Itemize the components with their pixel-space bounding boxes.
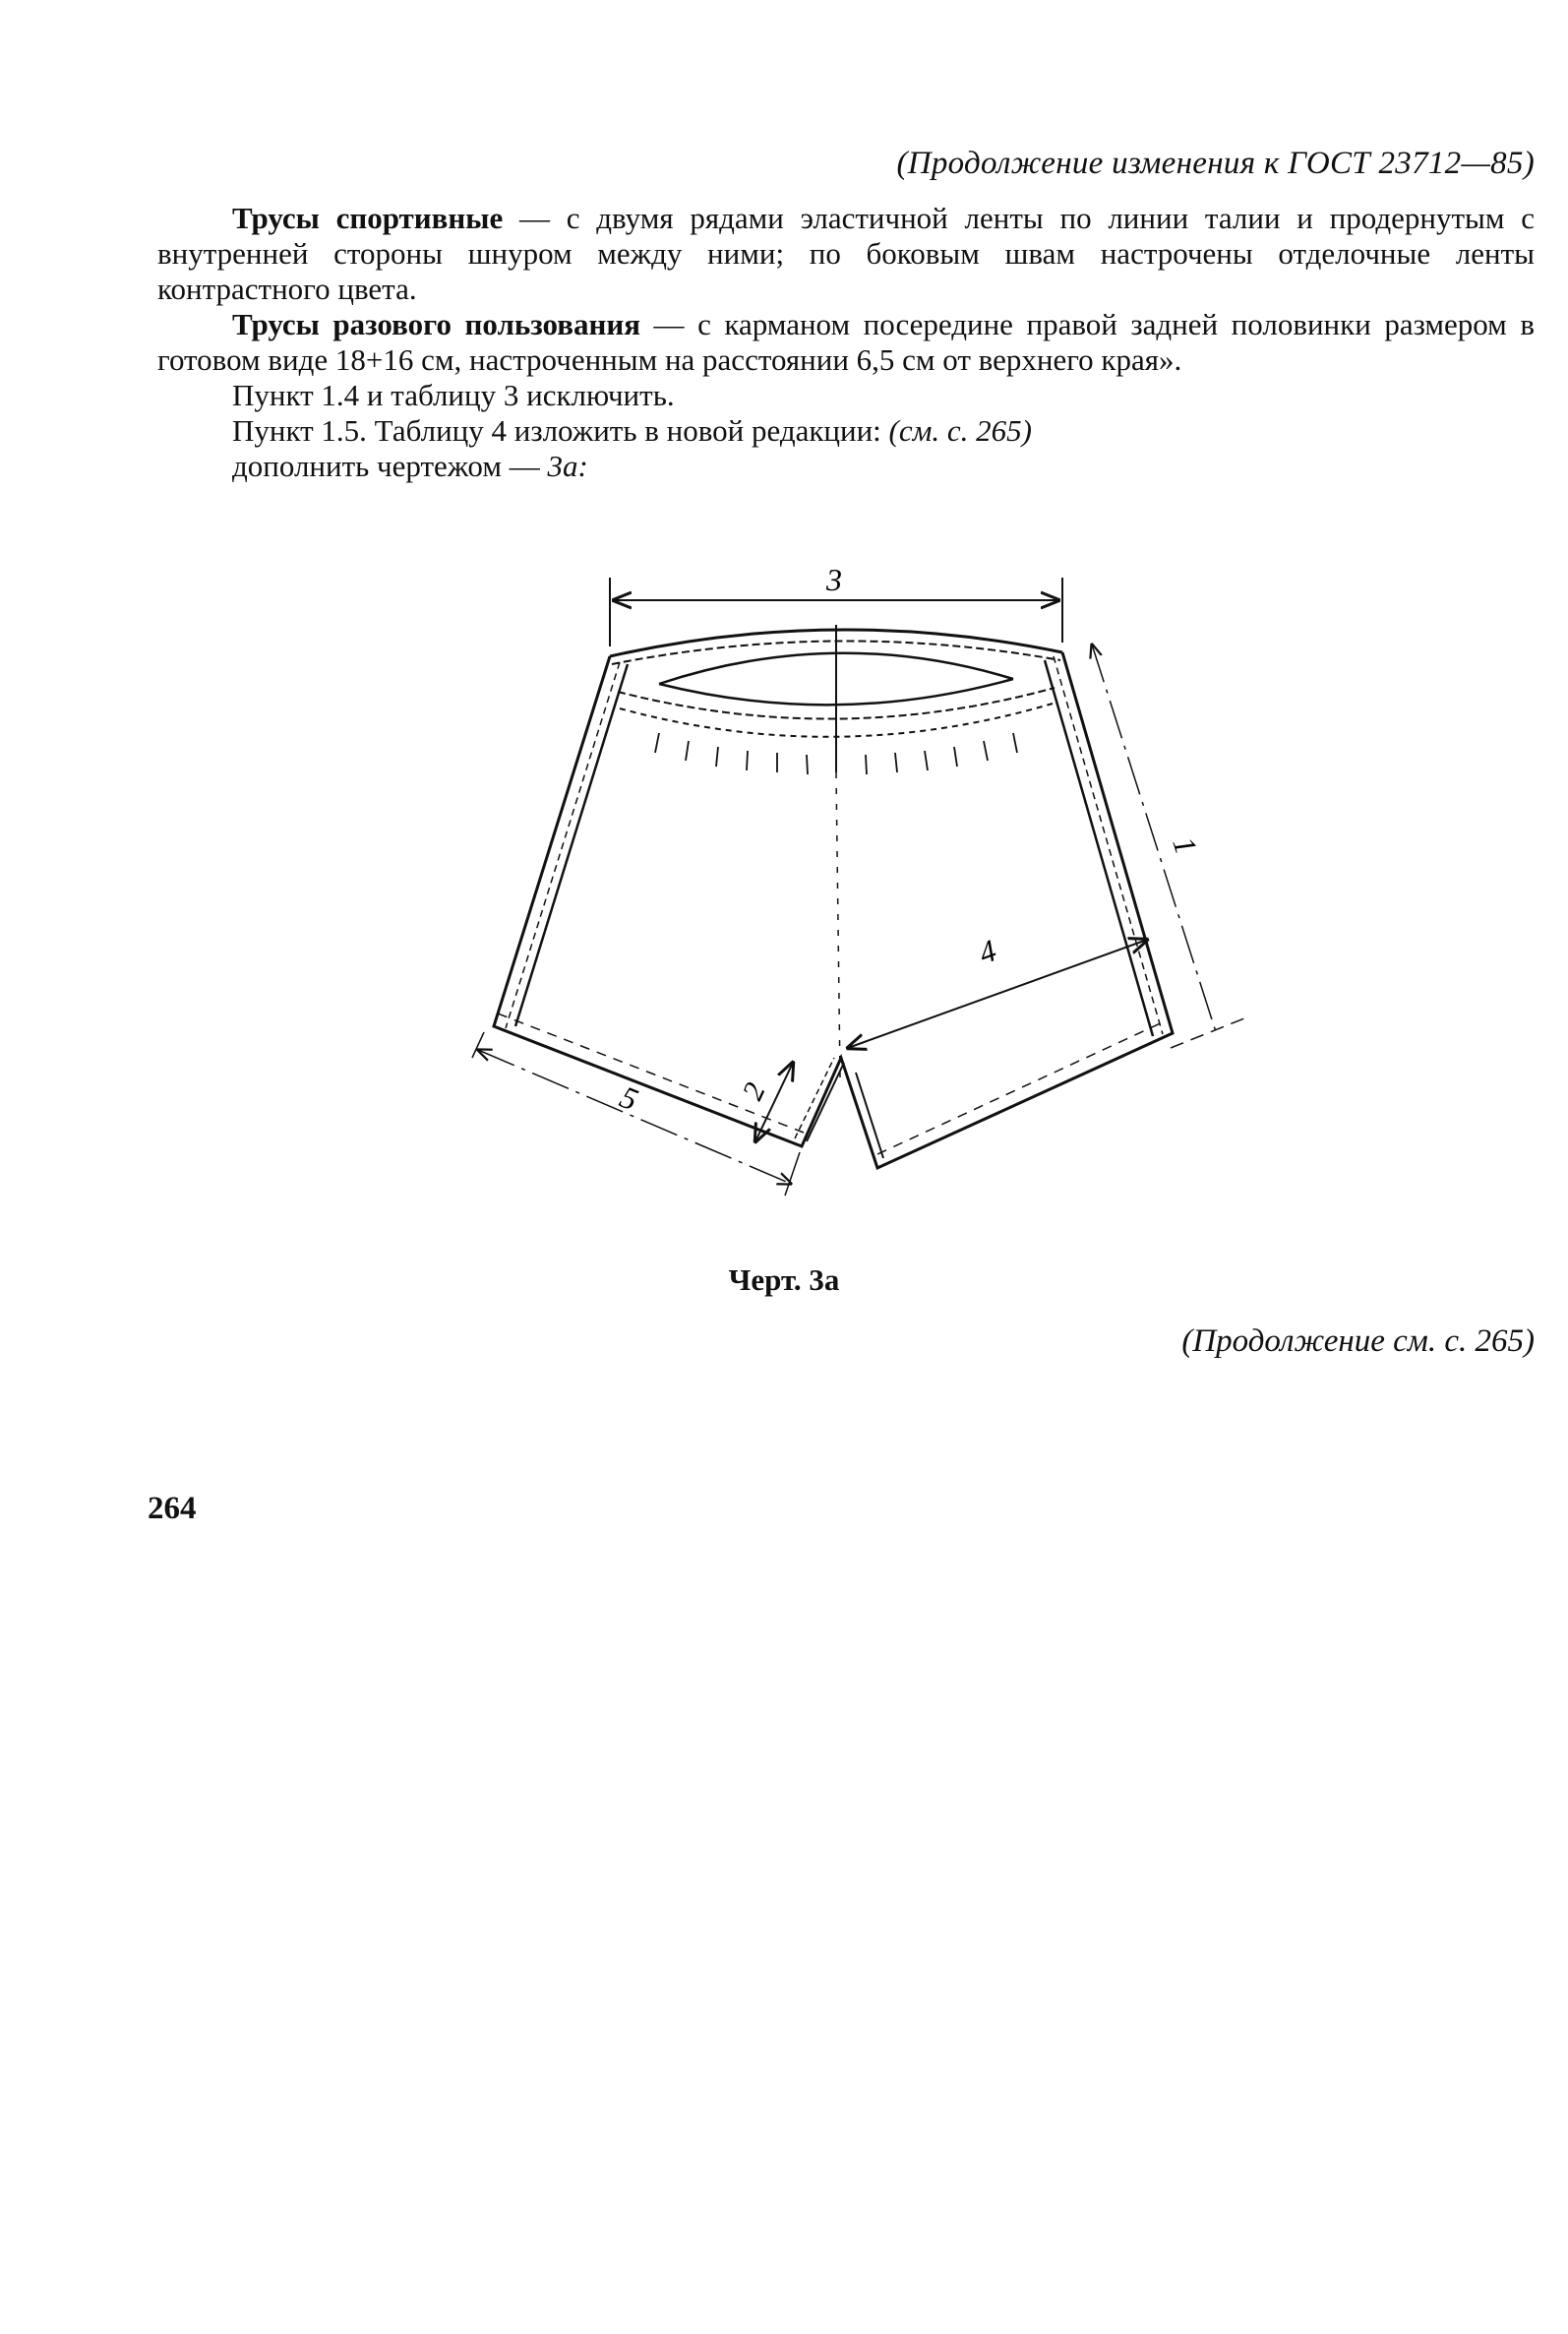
item-1-5-ref: (см. с. 265) (888, 413, 1032, 448)
waist-label: 3 (826, 566, 842, 597)
right-side-tape-inner (1045, 660, 1153, 1036)
left-hem-stitch (498, 1013, 804, 1133)
left-side-tape-inner (515, 664, 628, 1026)
shorts-drawing-svg (423, 566, 1289, 1255)
center-seam-lower (836, 772, 840, 1077)
item-1-5-text: Пункт 1.5. Таблицу 4 изложить в новой редакции: (232, 413, 889, 448)
hem-label: 5 (615, 1078, 643, 1118)
hem-extension-right (785, 1152, 800, 1196)
inseam-label: 2 (736, 1077, 772, 1105)
shorts-outline (494, 652, 1173, 1168)
paragraph-add-drawing (157, 449, 1535, 484)
hem-dimension-line (478, 1050, 791, 1184)
shorts-drawing (423, 566, 1289, 1255)
left-side-tape-stitch (506, 662, 620, 1028)
paragraph-item-1-4: Пункт 1.4 и таблицу 3 исключить. (232, 378, 675, 412)
continued-note: (Продолжение см. с. 265) (1181, 1323, 1535, 1359)
page-header: (Продолжение изменения к ГОСТ 23712—85) (896, 146, 1535, 181)
body-text (157, 201, 1535, 484)
figure-caption: Черт. 3а (728, 1262, 840, 1297)
page-number: 264 (148, 1491, 197, 1526)
add-drawing-text: дополнить чертежом — (232, 449, 548, 483)
paragraph-item-1-5 (157, 413, 1535, 449)
right-hem-stitch (877, 1020, 1167, 1154)
paragraph-sport-shorts-text: — с двумя рядами эластичной ленты по линии талии и продернутым с внутренней стороны шнуром между ними; по боковым швам настрочены отделочные ленты контрастного цвета. (157, 201, 1535, 306)
right-side-tape-stitch (1054, 656, 1163, 1034)
term-sport-shorts: Трусы спортивные (232, 201, 504, 235)
paragraph-disposable-shorts-text: — с карманом посередине правой задней половинки размером в готовом виде 18+16 см, настроченным на расстоянии 6,5 см от верхнего края». (157, 307, 1535, 377)
hip-dimension-line (848, 940, 1147, 1048)
hip-label: 4 (974, 932, 1001, 971)
paragraph-sport-shorts (157, 201, 1535, 307)
add-drawing-ref: 3а: (547, 449, 588, 483)
term-disposable-shorts: Трусы разового пользования (232, 307, 640, 341)
side-label: 1 (1166, 832, 1205, 859)
hem-extension-left (472, 1032, 484, 1058)
side-dimension-extension (1171, 1016, 1249, 1048)
paragraph-disposable-shorts (157, 307, 1535, 378)
